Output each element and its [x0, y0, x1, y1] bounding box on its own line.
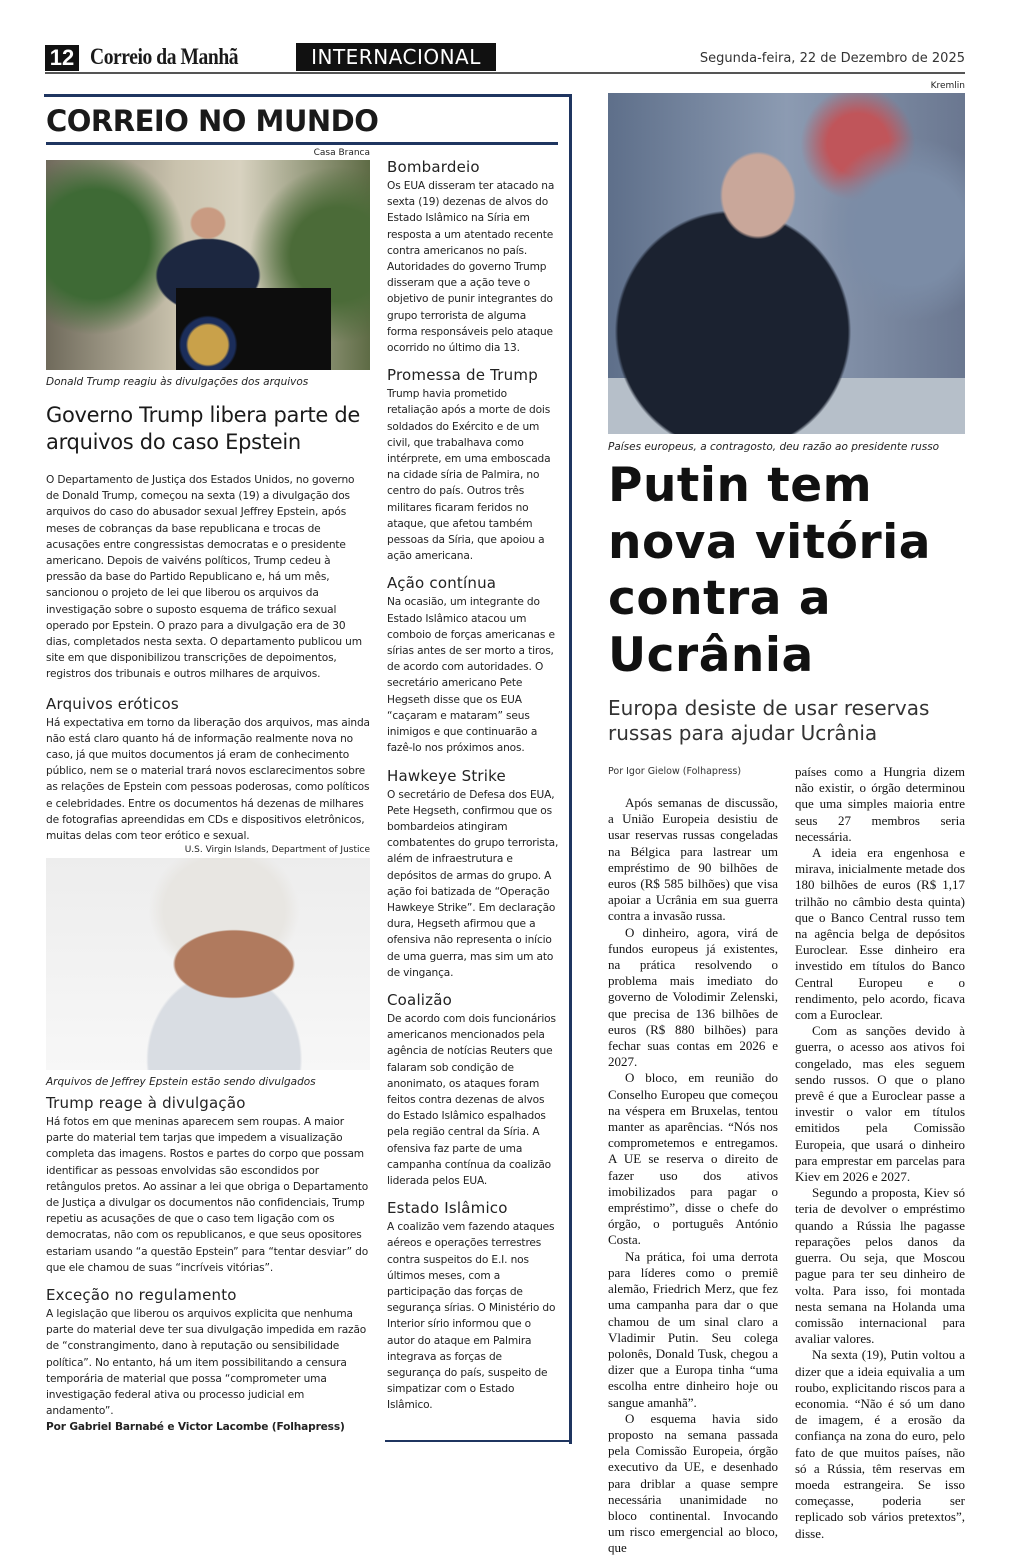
paragraph: países como a Hungria dizem não existir, o órgão determinou que uma simples maioria entre seus 27 membros seria necessária. — [795, 764, 965, 844]
subheading: Trump reage à divulgação — [46, 1094, 246, 1112]
paragraph: Com as sanções devido à guerra, o acesso aos ativos foi congelado, mas eles seguem sendo russos. O que o plano prevê é que a Euroclear passe a investir o valor em títulos emitidos pela Comissão Europeia, que usará o dinheiro para emprestar em parcelas para Kiev em 2026 e 2027. — [795, 1023, 965, 1185]
subheading: Hawkeye Strike — [387, 766, 506, 785]
photo-caption: Arquivos de Jeffrey Epstein estão sendo divulgados — [46, 1076, 316, 1088]
section-label: INTERNACIONAL — [296, 43, 496, 71]
paragraph: De acordo com dois funcionários americanos mencionados pela agência de notícias Reuters que falaram sob condição de anonimato, os ataques foram feitos contra dezenas de alvos do Estado Islâmico espalhados pela região central da Síria. A ofensiva faz parte de uma campanha contínua da coalizão liderada pelos EUA. — [387, 1012, 556, 1187]
paragraph: O esquema havia sido proposto na semana passada pela Comissão Europeia, órgão executivo da UE, e desenhado para driblar a quase sempre necessária unanimidade no bloco continental. Invocando um risco emergencial ao bloco, que — [608, 1410, 778, 1556]
photo-credit: U.S. Virgin Islands, Department of Justice — [184, 845, 370, 855]
byline: Por Gabriel Barnabé e Victor Lacombe (Folhapress) — [46, 1421, 345, 1434]
paragraph: Na ocasião, um integrante do Estado Islâmico atacou um comboio de forças americanas e sírias antes de ser morto a tiros, de acordo com autoridades. O secretário americano Pete Hegseth disse que os EUA “caçaram e mataram” seus inimigos e que continuarão a fazê-lo nos próximos anos. — [387, 596, 555, 755]
kicker-title: CORREIO NO MUNDO — [46, 104, 379, 138]
paragraph: A coalizão vem fazendo ataques aéreos e operações terrestres contra suspeitos do E.I. nos últimos meses, com a participação das forças de segurança sírias. O Ministério do Interior sírio informou que o autor do ataque em Palmira integrava as forças de segurança do país, suspeito de simpatizar com o Estado Islâmico. — [387, 1221, 556, 1412]
epstein-photo — [46, 858, 370, 1070]
middle-column — [387, 148, 559, 1414]
main-article-column-2 — [795, 764, 965, 1542]
photo-credit: Casa Branca — [313, 148, 370, 158]
photo-credit: Kremlin — [930, 81, 965, 91]
paragraph: Os EUA disseram ter atacado na sexta (19) dezenas de alvos do Estado Islâmico na Síria em resposta a um atentado recente contra americanos no país. Autoridades do governo Trump disseram que a ação teve o objetivo de punir integrantes do grupo terrorista de alguma forma responsáveis pelo ataque ocorrido no último dia 13. — [387, 180, 555, 355]
box-border-top — [44, 94, 572, 97]
subheading: Estado Islâmico — [387, 1199, 508, 1218]
main-headline: Putin tem nova vitória contra a Ucrânia — [608, 458, 931, 683]
subheading: Promessa de Trump — [387, 366, 538, 385]
article-headline: Governo Trump libera parte de arquivos do caso Epstein — [46, 403, 361, 454]
page-number: 12 — [45, 45, 79, 71]
kicker-rule — [46, 142, 558, 145]
subheading: Arquivos eróticos — [46, 694, 179, 713]
putin-photo — [608, 93, 965, 434]
box-border-right — [569, 94, 572, 1444]
edition-date: Segunda-feira, 22 de Dezembro de 2025 — [699, 51, 965, 66]
left-article-top — [46, 472, 370, 844]
newspaper-logo: Correio da Manhã — [90, 44, 239, 69]
byline: Por Igor Gielow (Folhapress) — [608, 766, 742, 777]
paragraph: Após semanas de discussão, a União Europeia desistiu de usar reservas russas congeladas na Bélgica para lastrear um empréstimo de 90 bilhões de euros (R$ 585 bilhões) que visa apoiar a Ucrânia em sua guerra contra a invasão russa. — [608, 795, 778, 924]
left-article-bottom — [46, 1090, 370, 1436]
subheading: Coalizão — [387, 990, 453, 1009]
paragraph: Há expectativa em torno da liberação dos arquivos, mas ainda não está claro quanto há de informação realmente nova no caso, já que muitos documentos já eram de conhecimento público, nem se o material trará novos esclarecimentos sobre as relações de Epstein com pessoas poderosas, como políticos e celebridades. Entre os documentos há dezenas de milhares de fotografias apreendidas em CDs e dispositivos eletrônicos, muitas delas com teor erótico e sexual. — [46, 716, 370, 843]
subheading: Bombardeio — [387, 158, 480, 176]
paragraph: O secretário de Defesa dos EUA, Pete Hegseth, confirmou que os bombardeios atingiram combatentes do grupo terrorista, além de infraestrutura e depósitos de armas do grupo. A ação foi batizada de “Operação Hawkeye Strike”. Em declaração dura, Hegseth afirmou que a ofensiva não representa o início de uma guerra, mas sim um ato de vingança. — [387, 788, 559, 979]
paragraph: Na prática, foi uma derrota para líderes como o premiê alemão, Friedrich Merz, que fez uma campanha para dar o que chamou de um sinal claro a Vladimir Putin. Seu colega polonês, Donald Tusk, chegou a dizer que a Europa tinha “uma escolha entre dinheiro hoje ou sangue amanhã”. — [608, 1248, 778, 1410]
photo-caption: Países europeus, a contragosto, deu razão ao presidente russo — [608, 441, 940, 453]
paragraph: Segundo a proposta, Kiev só teria de devolver o empréstimo quando a Rússia lhe pagasse reparações pelos danos da guerra. Ou seja, que Moscou pague para ter seu dinheiro de volta. Para isso, foi montada nesta semana na Holanda uma comissão internacional para avaliar valores. — [795, 1185, 965, 1347]
header-rule — [45, 72, 965, 74]
paragraph: Trump havia prometido retaliação após a morte de dois soldados do Exército e de um civil, que trabalhava como intérprete, em uma emboscada na cidade síria de Palmira, no centro do país. Outros três militares ficaram feridos no ataque, que afetou também pessoas da Síria, que apoiou a ação americana. — [387, 388, 551, 563]
lead-paragraph: O Departamento de Justiça dos Estados Unidos, no governo de Donald Trump, começou na sexta (19) a divulgação dos arquivos do caso do abusador sexual Jeffrey Epstein, após meses de cobranças da base republicana e trocas de acusações entre congressistas democratas e o presidente americano. Depois de vaivéns políticos, Trump cedeu à pressão da base do Partido Republicano e, há um mês, sancionou o projeto de lei que liberou os arquivos da investigação sobre o suposto esquema de tráfico sexual operado por Epstein. O prazo para a divulgação era de 30 dias, completados nesta sexta. O departamento publicou um site em que disponibilizou transcrições de depoimentos, registros dos tribunais e outros milhares de arquivos. — [46, 474, 362, 681]
subheading: Exceção no regulamento — [46, 1286, 237, 1305]
paragraph: Na sexta (19), Putin voltou a dizer que a ideia equivalia a um roubo, explicitando riscos para a economia. “Não é só um dano de imagem, é a erosão da confiança na zona do euro, pelo fato de que muitos países, não só a Rússia, têm reservas em moeda estrangeira. Se isso começasse, poderia ser replicado sob vários pretextos”, disse. — [795, 1347, 965, 1541]
subheading: Ação contínua — [387, 574, 497, 593]
paragraph: O bloco, em reunião do Conselho Europeu que começou na véspera em Bruxelas, tentou manter as aparências. “Nós nos comprometemos e entregamos. A UE se reserva o direito de fazer uso dos ativos imobilizados para pagar o empréstimo”, disse o chefe do órgão, o português António Costa. — [608, 1070, 778, 1248]
photo-caption: Donald Trump reagiu às divulgações dos arquivos — [46, 376, 309, 388]
paragraph: Há fotos em que meninas aparecem sem roupas. A maior parte do material tem tarjas que impedem a visualização completa das imagens. Rostos e partes do corpo que possam identificar as pessoas envolvidas são escondidos por retângulos pretos. Ao assinar a lei que obriga o Departamento de Justiça a divulgar os documentos não confidenciais, Trump repetiu as acusações de que o caso tem ligação com os democratas, não com os republicanos, e que seus opositores estariam usando “a questão Epstein” para “tentar desviar” do que ele chamou de suas “incríveis vitórias”. — [46, 1116, 369, 1274]
trump-photo — [46, 160, 370, 370]
box-border-bottom — [385, 1440, 572, 1442]
paragraph: O dinheiro, agora, virá de fundos europeus já existentes, na prática resolvendo o problema mais imediato do governo de Volodimir Zelenski, que precisa de 136 bilhões de euros (R$ 880 bilhões) para fechar suas contas em 2026 e 2027. — [608, 924, 778, 1070]
paragraph: A legislação que liberou os arquivos explicita que nenhuma parte do material deve ter sua divulgação impedida em razão de “constrangimento, dano à reputação ou sensibilidade política”. No entanto, há um item possibilitando a censura temporária de material que possa “comprometer uma investigação federal ativa ou processo judicial em andamento”. — [46, 1308, 367, 1418]
main-article-column-1 — [608, 766, 778, 1557]
main-deck: Europa desiste de usar reservas russas para ajudar Ucrânia — [608, 696, 930, 745]
paragraph: A ideia era engenhosa e mirava, inicialmente metade dos 180 bilhões de euros (R$ 1,17 trilhão no câmbio desta quinta) que o Banco Central russo tem na agência belga de depósitos Euroclear. Esse dinheiro era investido em títulos do Banco Central Europeu e o rendimento, pelo acordo, ficava com a Euroclear. — [795, 845, 965, 1023]
